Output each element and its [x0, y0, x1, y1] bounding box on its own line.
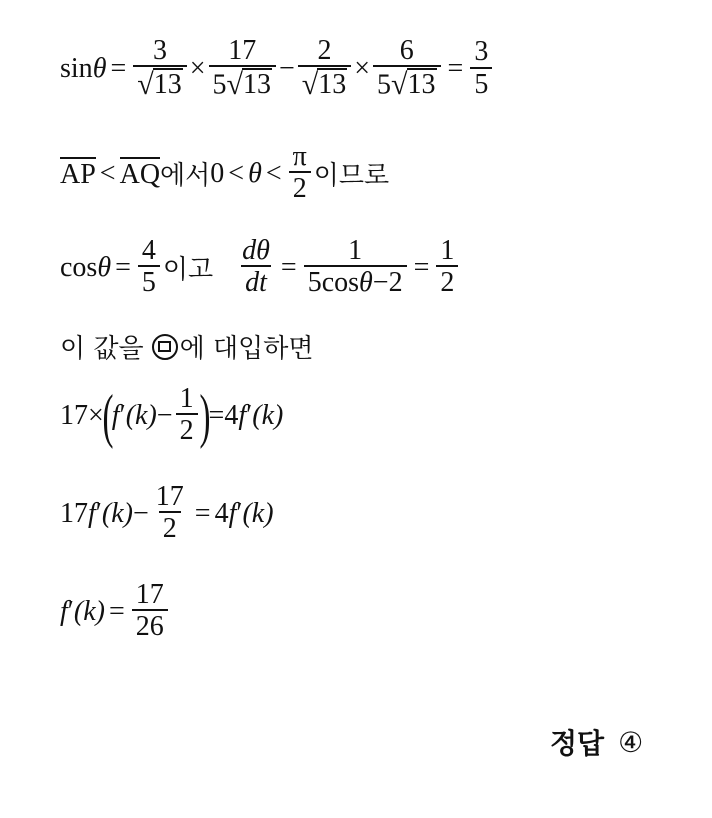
k-arg: (k): [101, 497, 133, 529]
equals-sign: =: [110, 52, 127, 84]
fraction-6-over-5root13: [373, 36, 440, 102]
segment-ap: AP: [60, 159, 96, 191]
equation-expanded: [60, 482, 274, 545]
segment-aq: AQ: [119, 159, 161, 191]
less-than: <: [99, 157, 116, 189]
numerator: 3: [152, 35, 167, 66]
prime: ′: [246, 399, 253, 431]
less-than: <: [265, 157, 282, 189]
text-after: 에 대입하면: [179, 334, 314, 364]
text-before: 이 값을: [60, 334, 144, 364]
text-imeuro: 이므로: [313, 161, 390, 192]
denominator: 26: [132, 609, 168, 643]
equation-cos-theta: [60, 236, 461, 299]
theta-symbol: θ: [92, 52, 107, 84]
equation-substituted: [60, 384, 283, 447]
cos-text: cos: [60, 251, 98, 283]
inequality-ap-aq: [60, 142, 389, 205]
numerator: 17: [135, 579, 164, 610]
denominator: 5cosθ−2: [304, 265, 407, 299]
sqrt-13: √ 13: [137, 67, 182, 101]
denominator: 2: [289, 171, 311, 205]
minus-sign: −: [156, 399, 173, 431]
f-symbol: f: [238, 399, 247, 431]
numerator: π: [292, 141, 307, 172]
fraction-1-over-5cos-minus-2: [304, 236, 407, 299]
numerator: 3: [474, 36, 489, 68]
f-symbol: f: [60, 595, 68, 627]
equals-sign: =: [194, 497, 211, 529]
k-arg: (k): [125, 399, 157, 431]
denominator: dt: [241, 265, 271, 299]
prime: ′: [67, 595, 74, 627]
numerator: 6: [399, 35, 414, 66]
equation-result: [60, 580, 171, 643]
denominator: 5 √ 13: [373, 65, 440, 101]
right-paren-icon: ): [199, 382, 211, 449]
fraction-dtheta-dt: [238, 236, 274, 299]
denominator: 5: [470, 67, 492, 101]
numerator: 1: [440, 235, 455, 266]
minus-sign: −: [278, 52, 295, 84]
fraction-17-over-26: [132, 580, 168, 643]
f-symbol: f: [228, 497, 237, 529]
sqrt-13: √ 13: [391, 67, 436, 101]
fraction-2-over-root13: [298, 36, 351, 102]
k-arg: (k): [252, 399, 284, 431]
numerator: 17: [155, 481, 184, 512]
denominator: 2: [159, 511, 181, 545]
numerator: 4: [141, 235, 156, 266]
numerator: 2: [317, 35, 332, 66]
text-igo: 이고: [162, 255, 214, 286]
sin-text: sin: [60, 52, 93, 84]
answer-block: [550, 722, 643, 762]
prime: ′: [236, 497, 243, 529]
prime: ′: [119, 399, 126, 431]
theta-symbol: θ: [97, 251, 112, 283]
numerator: 17: [228, 35, 257, 66]
equation-sin-theta: [60, 36, 495, 102]
fraction-1-over-2: [436, 236, 458, 299]
answer-mark: ④: [618, 725, 644, 759]
denominator: [298, 65, 351, 101]
answer-label: 정답: [550, 727, 605, 760]
zero: 0: [210, 157, 225, 189]
four: 4: [224, 399, 239, 431]
k-arg: (k): [73, 595, 105, 627]
fraction-17-over-2: [152, 482, 188, 545]
less-than: <: [228, 157, 245, 189]
k-arg: (k): [242, 497, 274, 529]
text-eseo: 에서: [160, 161, 211, 192]
fraction-3-over-5: [470, 37, 492, 100]
equals-sign: =: [413, 251, 430, 283]
fraction-1-over-2: [176, 384, 198, 447]
fraction-17-over-5root13: [209, 36, 276, 102]
fraction-pi-over-2: [289, 142, 311, 205]
fraction-3-over-root13: [133, 36, 186, 102]
numerator: 1: [179, 383, 194, 414]
times-sign: ×: [88, 399, 104, 431]
equals-sign: =: [447, 52, 464, 84]
prime: ′: [95, 497, 102, 529]
theta-symbol: θ: [248, 157, 262, 189]
four: 4: [214, 497, 229, 529]
times-sign: ×: [189, 52, 206, 84]
fraction-4-over-5: [138, 236, 160, 299]
denominator: [133, 65, 186, 101]
seventeen: 17: [60, 497, 88, 529]
denominator: 5: [138, 265, 160, 299]
sqrt-13: √ 13: [301, 67, 347, 101]
equals-sign: =: [208, 399, 225, 431]
seventeen: 17: [60, 399, 88, 431]
denominator: 5 √ 13: [209, 65, 276, 101]
numerator: 1: [348, 235, 363, 266]
numerator: dθ: [242, 235, 270, 266]
circled-mieum-icon: [152, 334, 178, 360]
denominator: 2: [436, 265, 458, 299]
f-symbol: f: [88, 497, 96, 529]
sqrt-13: √ 13: [226, 67, 271, 101]
f-symbol: f: [111, 399, 120, 431]
equals-sign: =: [280, 251, 297, 283]
denominator: 2: [176, 413, 198, 447]
left-paren-icon: (: [102, 382, 114, 449]
substitution-text: [60, 328, 313, 365]
equals-sign: =: [115, 251, 131, 283]
minus-sign: −: [132, 497, 149, 529]
equals-sign: =: [108, 595, 125, 627]
times-sign: ×: [354, 52, 371, 84]
